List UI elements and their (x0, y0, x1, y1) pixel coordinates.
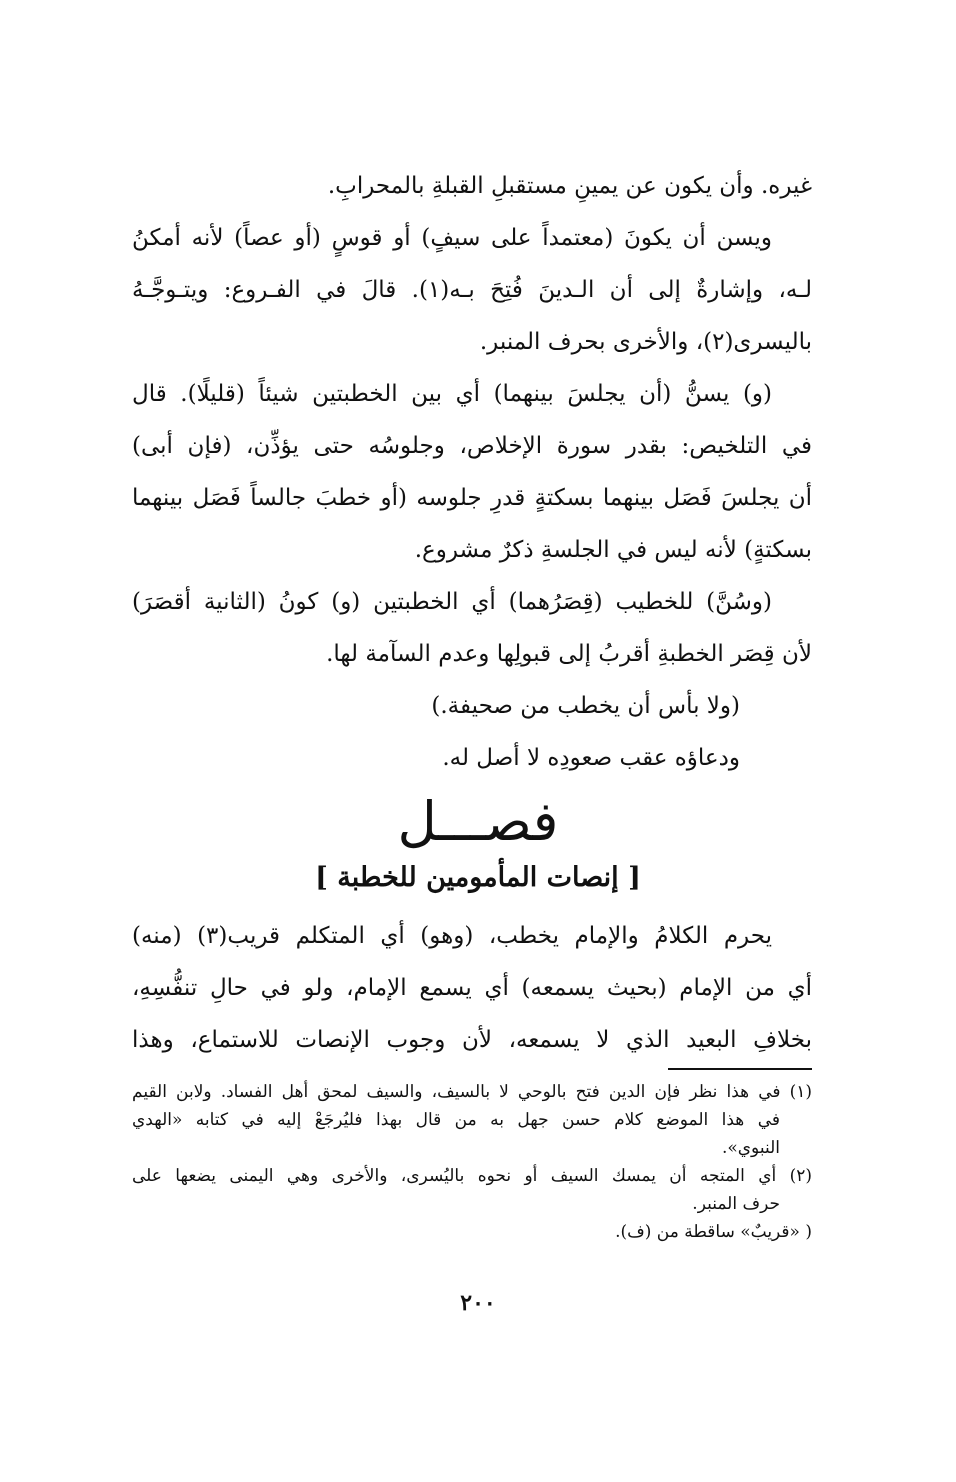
body-line: غيره. وأن يكون عن يمينِ مستقبلِ القبلةِ بالمحرابِ. (327, 173, 812, 199)
section-ornament: فصـــل (397, 790, 559, 853)
body-text-bottom (132, 910, 812, 1066)
body-line: (وسُنَّ) للخطيب (قِصَرُهما) أي الخطبتين (و) كونُ (الثانية أقصَرَ) (132, 589, 772, 615)
footnote-line: في هذا الموضع كلام حسن جهل به من قال بهذا فليُرجَعْ إليه في كتابه «الهدي (132, 1110, 780, 1130)
body-line: أن يجلسَ فَصَل بينهما بسكتةٍ قدرِ جلوسه (أو خطبَ جالساً فَصَل بينهما (132, 485, 812, 511)
footnotes (132, 1078, 812, 1246)
body-line: أي من الإمام (بحيث يسمعه) أي يسمع الإمام، ولو في حالِ تنفُّسِهِ، (132, 975, 812, 1001)
body-line: باليسرى(٢)، والأخرى بحرف المنبر. (479, 329, 812, 355)
body-line: ودعاؤه عقب صعودِه لا أصل له. (442, 745, 740, 771)
page-number: ٢٠٠ (460, 1290, 496, 1316)
body-line: في التلخيص: بقدر سورة الإخلاص، وجلوسُه حتى يؤذِّن، (فإن أبى) (132, 433, 812, 459)
body-text-top (132, 160, 812, 784)
footnote-line: (٢) أي المتجه أن يمسك السيف أو نحوه باليُسرى، والأخرى وهي اليمنى يضعها على (132, 1166, 812, 1186)
footnote-line: النبوي». (721, 1138, 780, 1158)
body-line: بسكتةٍ) لأنه ليس في الجلسةِ ذكرٌ مشروع. (414, 537, 812, 563)
body-line: ويسن أن يكونَ (معتمداً على سيفٍ) أو قوسٍ (أو عصاً) لأنه أمكنُ (132, 225, 772, 251)
body-line: بخلافِ البعيد الذي لا يسمعه، لأن وجوب الإنصات للاستماع، وهذا (132, 1027, 812, 1053)
footnote-line: حرف المنبر. (692, 1194, 780, 1214)
body-line: (ولا بأس أن يخطب من صحيفة.) (431, 693, 740, 719)
footnote-line: ( «قريبٌ» ساقطة من (ف). (615, 1222, 812, 1242)
body-line: يحرم الكلامُ والإمام يخطب، (وهو) أي المتكلم قريب(٣) (منه) (132, 923, 772, 949)
body-line: لـه، وإشارةٌ إلى أن الـدينَ فُتِحَ بـه(١). قالَ في الفـروع: ويتـوجَّـهُ (132, 277, 812, 303)
body-line: (و) يسنُّ (أن يجلسَ بينهما) أي بين الخطبتين شيئاً (قليلًا). قال (132, 381, 772, 407)
body-line: لأن قِصَر الخطبةِ أقربُ إلى قبولِها وعدم السآمة لها. (326, 641, 812, 667)
footnote-separator (668, 1068, 812, 1070)
section-title: [ إنصات المأمومين للخطبة ] (315, 862, 641, 893)
footnote-line: (١) في هذا نظر فإن الدين فتح بالوحي لا بالسيف، والسيف لمحق أهل الفساد. ولابن القيم (132, 1082, 812, 1102)
